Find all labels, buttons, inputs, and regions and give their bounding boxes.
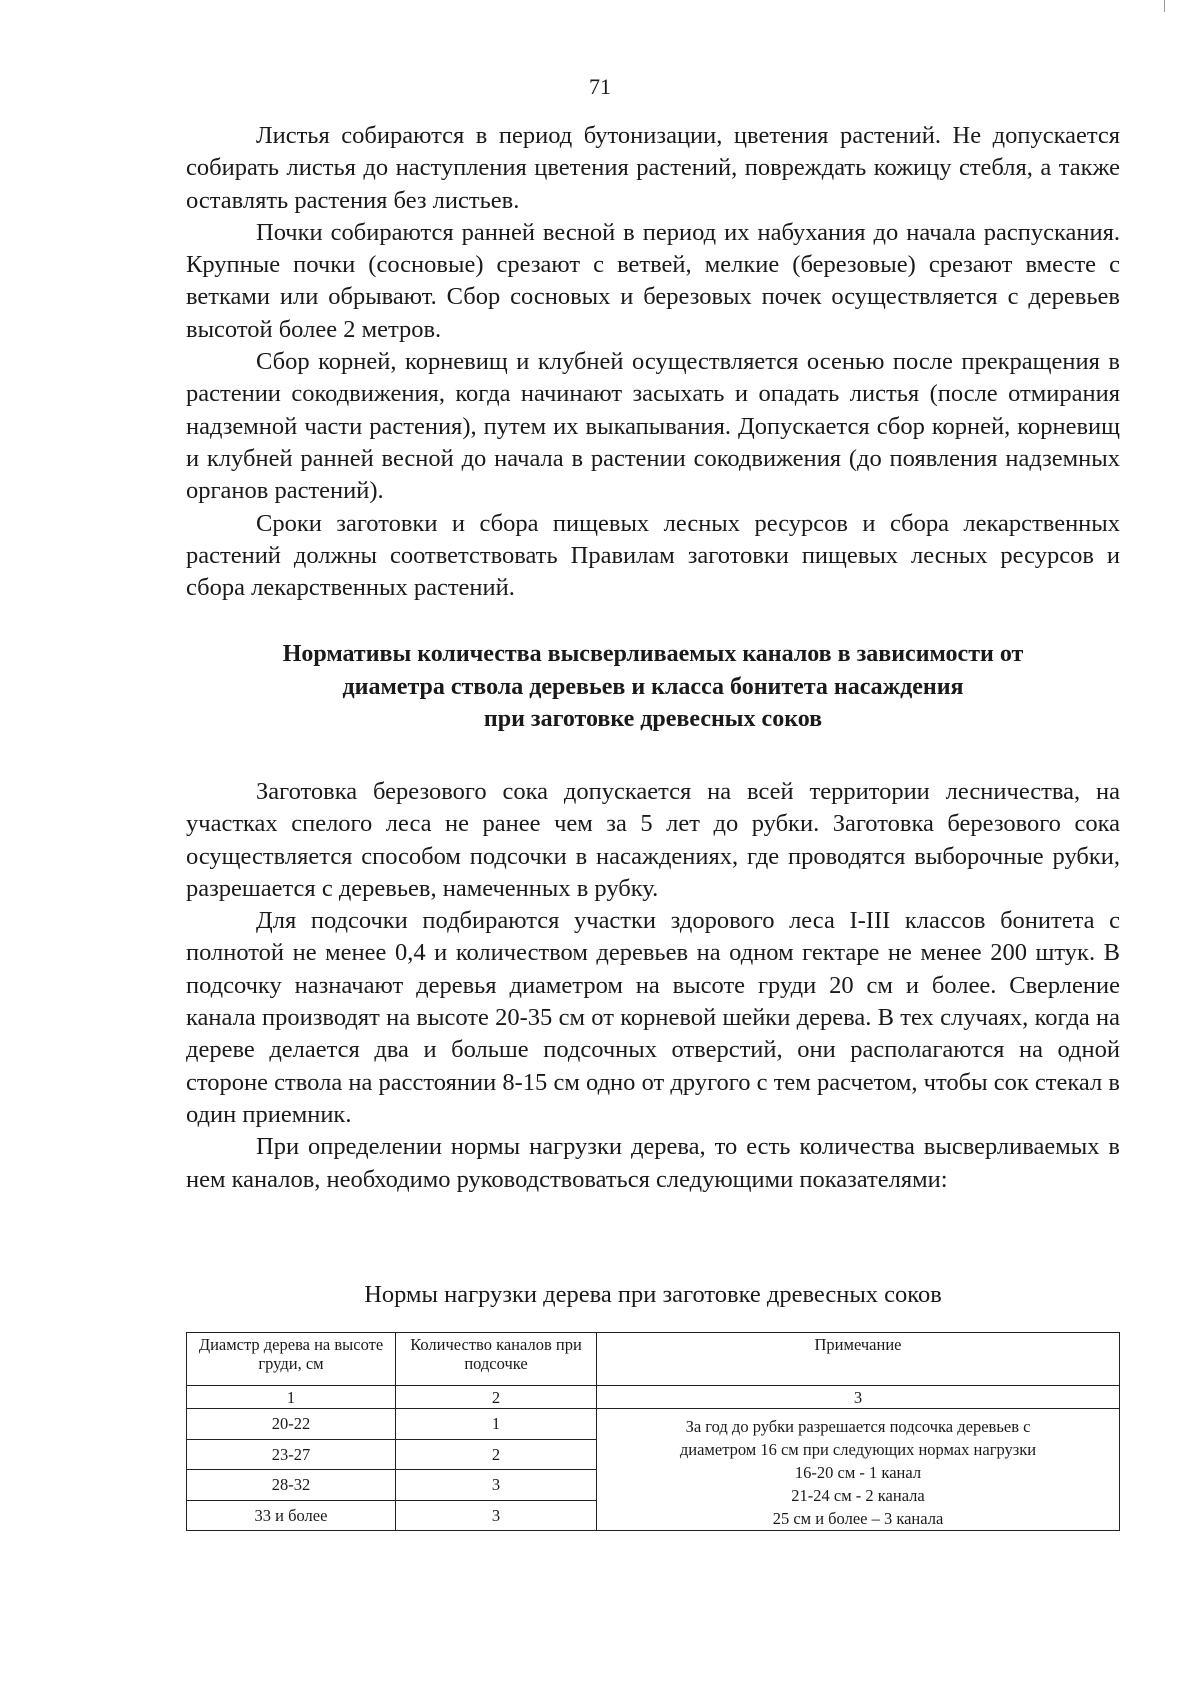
heading-line: Нормативы количества высверливаемых каналов в зависимости от	[282, 641, 1024, 667]
paragraph-load-norms: При определении нормы нагрузки дерева, то есть количества высверливаемых в нем каналов, необходимо руководствоваться следующими показателями:	[186, 1133, 1120, 1193]
column-number: 3	[597, 1386, 1120, 1409]
note-line: 21-24 см - 2 канала	[791, 1486, 925, 1505]
table-header-row	[187, 1333, 1120, 1386]
header-channels: Количество каналов при подсочке	[396, 1333, 597, 1386]
scan-mark	[1164, 0, 1165, 12]
note-line: 25 см и более – 3 канала	[772, 1509, 944, 1528]
text-block-sap	[186, 776, 1120, 1196]
header-note: Примечание	[597, 1333, 1120, 1386]
note-cell	[597, 1409, 1120, 1531]
note-line: диаметром 16 см при следующих нормах нагрузки	[679, 1440, 1037, 1459]
table-row	[187, 1409, 1120, 1440]
channels-cell: 3	[396, 1500, 597, 1531]
column-number: 2	[396, 1386, 597, 1409]
column-number: 1	[187, 1386, 396, 1409]
text-block-intro	[186, 120, 1120, 604]
note-line: 16-20 см - 1 канал	[794, 1463, 922, 1482]
paragraph-tapping: Для подсочки подбираются участки здорового леса I-III классов бонитета с полнотой не менее 0,4 и количеством деревьев на одном гектаре не менее 200 штук. В подсочку назначают деревья диаметром на высоте груди 20 см и более. Сверление канала производят на высоте 20-35 см от корневой шейки дерева. В тех случаях, когда на дереве делается два и больше подсочных отверстий, они располагаются на одной стороне ствола на расстоянии 8-15 см одно от другого с тем расчетом, чтобы сок стекал в один приемник.	[186, 907, 1120, 1128]
page-number: 71	[589, 74, 611, 99]
paragraph-leaves: Листья собираются в период бутонизации, цветения растений. Не допускается собирать листья до наступления цветения растений, повреждать кожицу стебля, а также оставлять растения без листьев.	[186, 122, 1120, 214]
diameter-cell: 20-22	[187, 1409, 396, 1440]
paragraph-terms: Сроки заготовки и сбора пищевых лесных ресурсов и сбора лекарственных растений должны соответствовать Правилам заготовки пищевых лесных ресурсов и сбора лекарственных растений.	[186, 509, 1120, 602]
channels-cell: 3	[396, 1470, 597, 1501]
heading-line: при заготовке древесных соков	[483, 706, 823, 732]
load-norms-table	[186, 1332, 1120, 1531]
table-title: Нормы нагрузки дерева при заготовке древесных соков	[364, 1281, 942, 1308]
channels-cell: 2	[396, 1439, 597, 1470]
note-line: За год до рубки разрешается подсочка деревьев с	[685, 1417, 1031, 1436]
column-number-row	[187, 1386, 1120, 1409]
paragraph-buds: Почки собираются ранней весной в период их набухания до начала распускания. Крупные почки (сосновые) срезают с ветвей, мелкие (березовые) срезают вместе с ветками или обрывают. Сбор сосновых и березовых почек осуществляется с деревьев высотой более 2 метров.	[186, 218, 1120, 343]
diameter-cell: 23-27	[187, 1439, 396, 1470]
diameter-cell: 28-32	[187, 1470, 396, 1501]
header-diameter: Диамстр дерева на высоте груди, см	[187, 1333, 396, 1386]
diameter-cell: 33 и более	[187, 1500, 396, 1531]
paragraph-birch-sap: Заготовка березового сока допускается на всей территории лесничества, на участках спелого леса не ранее чем за 5 лет до рубки. Заготовка березового сока осуществляется способом подсочки в насаждениях, где проводятся выборочные рубки, разрешается с деревьев, намеченных в рубку.	[186, 778, 1120, 902]
heading-line: диаметра ствола деревьев и класса бонитета насаждения	[342, 673, 964, 700]
paragraph-roots: Сбор корней, корневищ и клубней осуществляется осенью после прекращения в растении сокодвижения, когда начинают засыхать и опадать листья (после отмирания надземной части растения), путем их выкапывания. Допускается сбор корней, корневищ и клубней ранней весной до начала в растении сокодвижения (до появления надземных органов растений).	[186, 348, 1120, 505]
channels-cell: 1	[396, 1409, 597, 1440]
section-heading	[186, 638, 1120, 736]
